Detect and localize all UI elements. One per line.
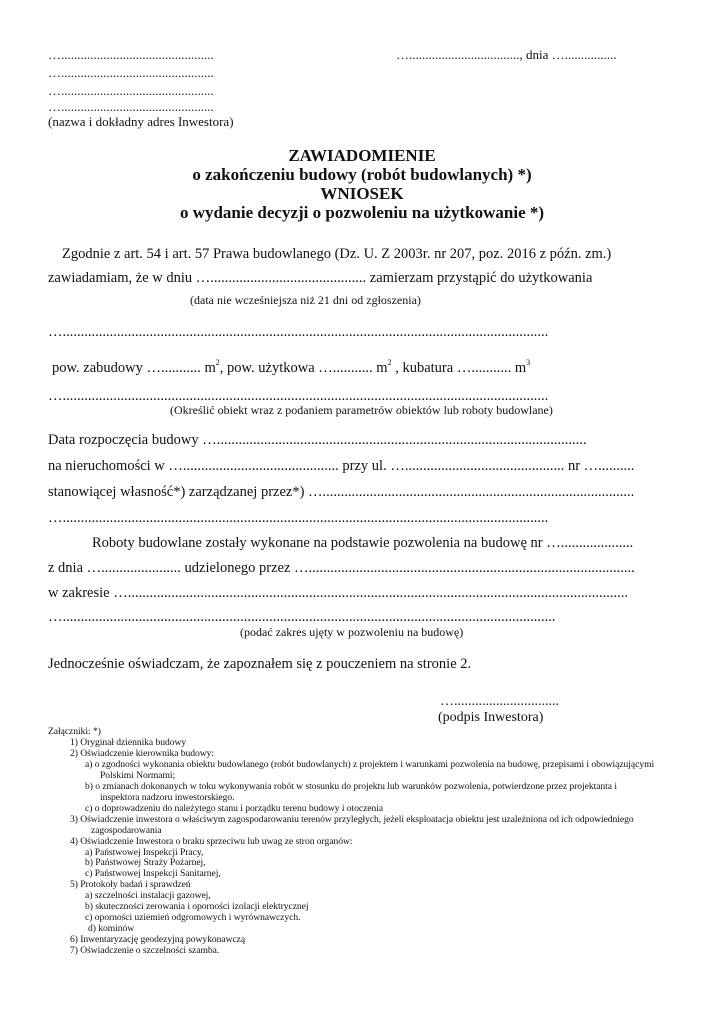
attachment-line: inspektora nadzoru inwestorskiego. xyxy=(100,791,235,803)
scope-line: w zakresie ….......................................................................................................................................... xyxy=(48,585,628,601)
title-zawiadomienie: ZAWIADOMIENIE xyxy=(288,146,436,165)
attachment-line: b) skuteczności zerowania i oporności izolacji elektrycznej xyxy=(85,901,309,913)
signature-dots: ….............................. xyxy=(440,694,559,709)
address-line-4: …............................................... xyxy=(48,99,214,114)
ownership-line: stanowiącej własność*) zarządzanej przez*) …...................................................................................... xyxy=(48,484,635,500)
signature-caption: (podpis Inwestora) xyxy=(438,710,544,725)
attachment-line: a) Państwowej Inspekcji Pracy, xyxy=(85,846,204,858)
start-date-line: Data rozpoczęcia budowy …...................................................................................................... xyxy=(48,432,587,448)
property-line: na nieruchomości w …........................................... przy ul. …............................................ nr ….......... xyxy=(48,458,635,474)
notification-date-line: zawiadamiam, że w dniu …........................................... zamierzam przystąpić do użytkowania xyxy=(48,270,593,286)
dots-line-4: …........................................................................................................................................ xyxy=(48,609,556,625)
attachment-line: Polskimi Normami; xyxy=(100,769,176,781)
permit-date-line: z dnia …...................... udzielonego przez ….......................................................................................... xyxy=(48,560,635,576)
attachment-line: 6) Inwentaryzację geodezyjną powykonawczą xyxy=(70,934,246,946)
object-note: (Określić obiekt wraz z podaniem parametrów obiektów lub roboty budowlane) xyxy=(170,403,553,417)
address-line-3: …............................................... xyxy=(48,83,214,98)
cube-unit: 3 xyxy=(526,358,531,368)
date-note: (data nie wcześniejsza niż 21 dni od zgłoszenia) xyxy=(190,293,421,307)
address-line-2: …............................................... xyxy=(48,65,214,80)
address-line-1: …............................................... xyxy=(48,47,214,62)
dots-line-3: …...................................................................................................................................... xyxy=(48,510,549,526)
attachment-line: c) Państwowej Inspekcji Sanitarnej, xyxy=(85,868,221,880)
scope-note: (podać zakres ujęty w pozwoleniu na budowę) xyxy=(240,625,464,639)
attachment-line: 4) Oświadczenie Inwestora o braku sprzeciwu lub uwag ze stron organów: xyxy=(70,835,353,847)
address-caption: (nazwa i dokładny adres Inwestora) xyxy=(48,114,234,129)
attachment-line: 5) Protokoły badań i sprawdzeń xyxy=(70,879,191,891)
attachment-line: c) o doprowadzeniu do należytego stanu i porządku terenu budowy i otoczenia xyxy=(85,802,384,814)
attachment-line: d) kominów xyxy=(88,923,135,935)
sq-unit: 2 xyxy=(215,358,220,368)
volume-field: , kubatura …........... m xyxy=(391,360,527,376)
attachment-line: zagospodarowania xyxy=(91,824,162,836)
object-dots-line-1: …...................................................................................................................................... xyxy=(48,324,549,340)
attachment-line: 1) Oryginał dziennika budowy xyxy=(70,737,187,748)
attachment-line: 3) Oświadczenie inwestora o właściwym zagospodarowaniu terenów przyległych, jeżeli eksploatacja obiektu jest uzależniona od ich odpowiedniego xyxy=(70,813,634,825)
attachment-line: 7) Oświadczenie o szczelności szamba. xyxy=(70,945,220,957)
attachments-heading: Załączniki: *) xyxy=(48,726,101,737)
permit-line: Roboty budowlane zostały wykonane na podstawie pozwolenia na budowę nr ….................... xyxy=(92,535,634,551)
declaration-line: Jednocześnie oświadczam, że zapoznałem się z pouczeniem na stronie 2. xyxy=(48,656,472,672)
attachment-line: b) o zmianach dokonanych w toku wykonywania robót w stosunku do projektu lub warunków pozwolenia, potwierdzone przez projektanta i xyxy=(85,780,617,792)
object-dots-line-2: …...................................................................................................................................... xyxy=(48,388,549,404)
attachment-line: b) Państwowej Straży Pożarnej, xyxy=(85,857,206,869)
built-area-field: pow. zabudowy …........... m xyxy=(52,360,216,376)
attachment-line: 2) Oświadczenie kierownika budowy: xyxy=(70,747,215,759)
date-line: ….................................., dnia …................ xyxy=(396,47,617,62)
title-wniosek: WNIOSEK xyxy=(320,184,404,203)
parameters-line xyxy=(52,360,530,377)
attachment-line: c) oporności uziemień odgromowych i wyrównawczych. xyxy=(85,912,301,924)
title-subtitle-1: o zakończeniu budowy (robót budowlanych) *) xyxy=(192,165,532,184)
legal-basis-line: Zgodnie z art. 54 i art. 57 Prawa budowlanego (Dz. U. Z 2003r. nr 207, poz. 2016 z późn. zm.) xyxy=(62,246,612,262)
usable-area-field: , pow. użytkowa …........... m xyxy=(219,360,388,376)
attachment-line: a) o zgodności wykonania obiektu budowlanego (robót budowlanych) z projektem i warunkami pozwolenia na budowę, przepisami i obowiązującymi xyxy=(85,758,655,770)
attachment-line: a) szczelności instalacji gazowej, xyxy=(85,890,211,902)
sq-unit: 2 xyxy=(387,358,392,368)
title-subtitle-2: o wydanie decyzji o pozwoleniu na użytkowanie *) xyxy=(179,203,545,222)
